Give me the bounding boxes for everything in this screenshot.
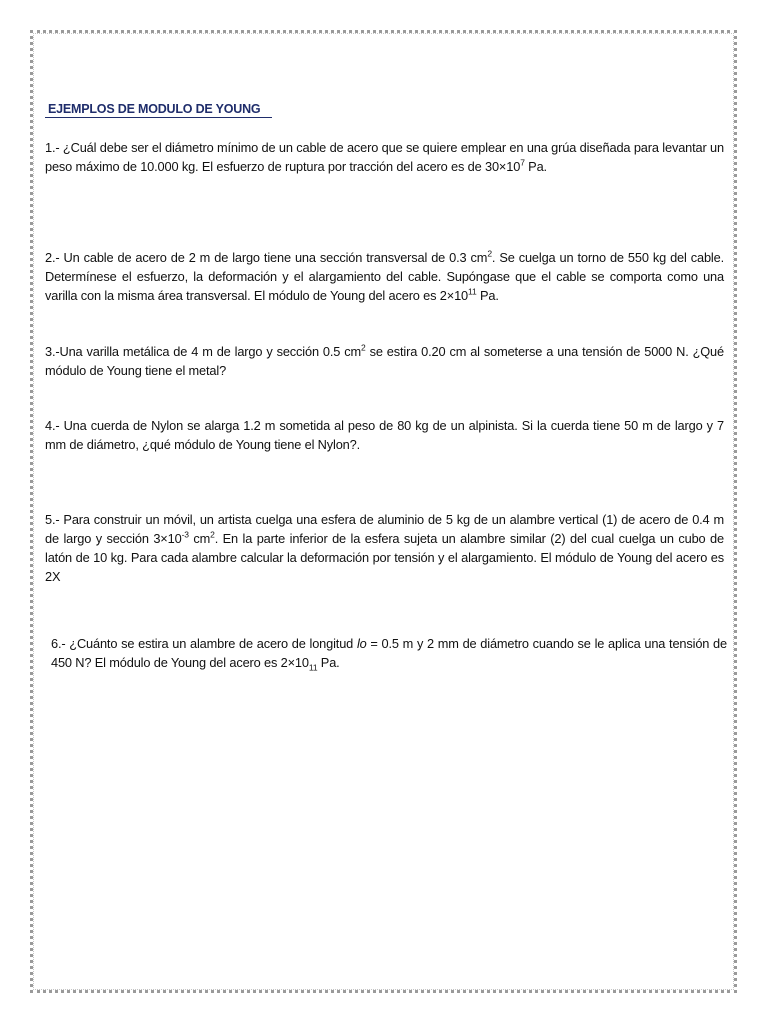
problem-text: ¿Cuál debe ser el diámetro mínimo de un cable de acero que se quiere emplear en una grúa diseñada para levantar un peso máximo de 10.000 kg. El esfuerzo de ruptura por tracción del acero es de 30×10 (45, 140, 724, 174)
problem-5 (45, 510, 724, 586)
problem-text: Una varilla metálica de 4 m de largo y sección 0.5 cm (59, 344, 361, 359)
problem-text: Pa. (476, 288, 499, 303)
exponent: 7 (520, 157, 525, 168)
subscript: 11 (308, 662, 318, 673)
exponent: 2 (361, 342, 366, 353)
problem-number: 3.- (45, 344, 60, 359)
exponent: 11 (468, 286, 477, 297)
italic-variable: lo (356, 636, 367, 651)
exponent: 2 (210, 529, 215, 540)
problem-text: Pa. (524, 159, 547, 174)
problem-number: 1.- (45, 140, 60, 155)
problem-3 (45, 342, 724, 380)
problem-number: 5.- (45, 512, 60, 527)
problem-text: Un cable de acero de 2 m de largo tiene una sección transversal de 0.3 cm (59, 250, 488, 265)
problem-1 (45, 138, 724, 176)
problem-2 (45, 248, 724, 305)
problem-text: cm (188, 531, 211, 546)
problem-text: se estira 0.20 cm al someterse a una tensión de 5000 N. ¿Qué módulo de Young tiene el metal? (45, 344, 724, 378)
problem-text: Pa. (317, 655, 340, 670)
problem-4 (45, 416, 724, 454)
problem-number: 2.- (45, 250, 60, 265)
problem-number: 4.- (45, 418, 60, 433)
problem-text: Para construir un móvil, un artista cuelga una esfera de aluminio de 5 kg de un alambre vertical (1) de acero de 0.4 m de largo y sección 3×10 (45, 512, 724, 546)
problem-text: . Se cuelga un torno de 550 kg del cable. Determínese el esfuerzo, la deformación y el alargamiento del cable. Supóngase que el cable se comporta como una varilla con la misma área transversal. El módulo de Young del acero es 2×10 (45, 250, 724, 303)
problem-6 (51, 634, 727, 672)
problem-text: = 0.5 m y 2 mm de diámetro cuando se le aplica una tensión de 450 N? El módulo de Young del acero es 2×10 (51, 636, 727, 670)
document-title: EJEMPLOS DE MODULO DE YOUNG (45, 102, 272, 118)
exponent: 2 (487, 248, 492, 259)
problem-text: . En la parte inferior de la esfera sujeta un alambre similar (2) del cual cuelga un cubo de latón de 10 kg. Para cada alambre calcular la deformación por tensión y el alargamiento. El módulo de Young del acero es 2X (45, 531, 724, 584)
problem-text: ¿Cuánto se estira un alambre de acero de longitud (65, 636, 357, 651)
problem-number: 6.- (51, 636, 66, 651)
exponent: -3 (181, 529, 189, 540)
problem-text: Una cuerda de Nylon se alarga 1.2 m sometida al peso de 80 kg de un alpinista. Si la cuerda tiene 50 m de largo y 7 mm de diámetro, ¿qué módulo de Young tiene el Nylon?. (45, 418, 724, 452)
